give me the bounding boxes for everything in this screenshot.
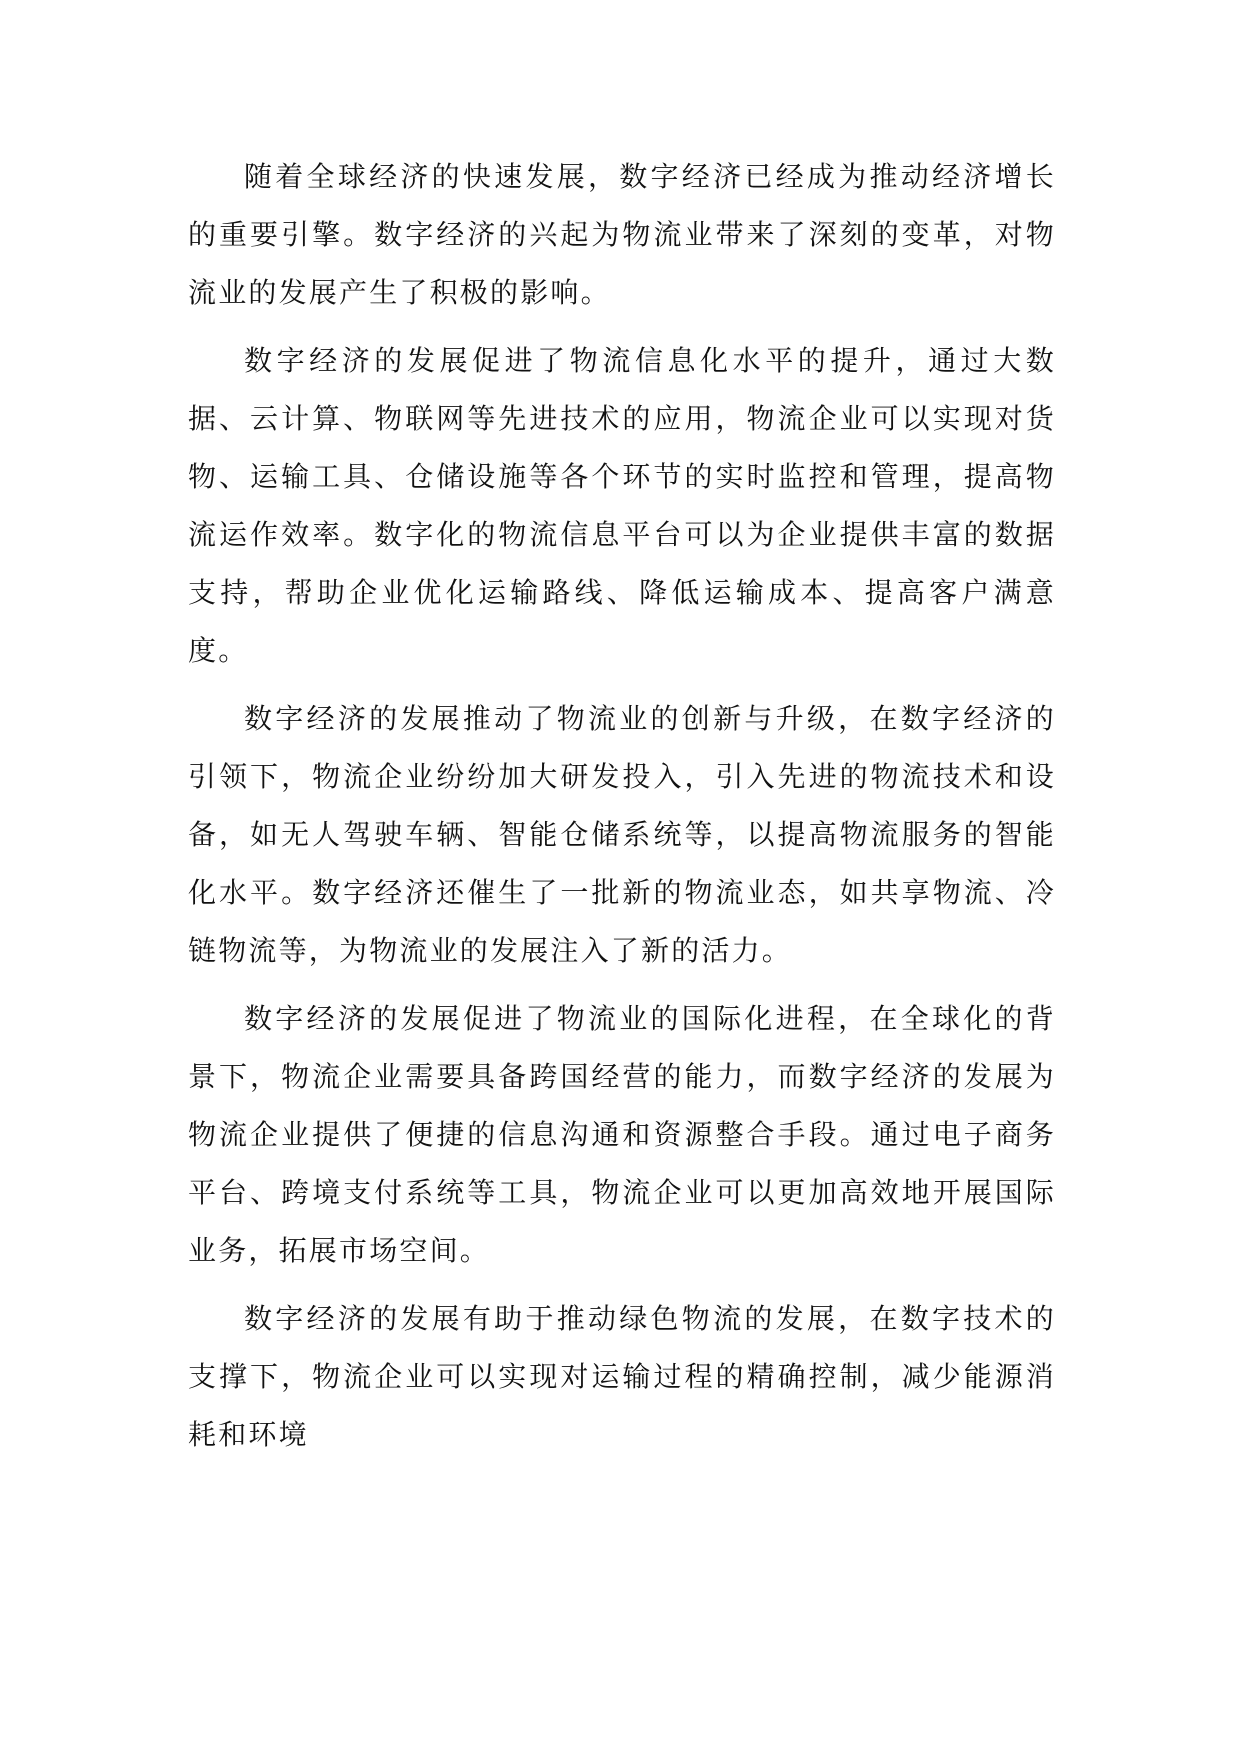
paragraph-3: 数字经济的发展推动了物流业的创新与升级，在数字经济的引领下，物流企业纷纷加大研发投入，引入先进的物流技术和设备，如无人驾驶车辆、智能仓储系统等，以提高物流服务的智能化水平。数字经济还催生了一批新的物流业态，如共享物流、冷链物流等，为物流业的发展注入了新的活力。 bbox=[188, 702, 1056, 967]
paragraph-1: 随着全球经济的快速发展，数字经济已经成为推动经济增长的重要引擎。数字经济的兴起为物流业带来了深刻的变革，对物流业的发展产生了积极的影响。 bbox=[188, 160, 1056, 309]
paragraph-5: 数字经济的发展有助于推动绿色物流的发展，在数字技术的支撑下，物流企业可以实现对运输过程的精确控制，减少能源消耗和环境 bbox=[188, 1302, 1056, 1451]
document-body bbox=[188, 148, 1056, 1464]
paragraph-4: 数字经济的发展促进了物流业的国际化进程，在全球化的背景下，物流企业需要具备跨国经营的能力，而数字经济的发展为物流企业提供了便捷的信息沟通和资源整合手段。通过电子商务平台、跨境支付系统等工具，物流企业可以更加高效地开展国际业务，拓展市场空间。 bbox=[188, 1002, 1056, 1267]
paragraph-2: 数字经济的发展促进了物流信息化水平的提升，通过大数据、云计算、物联网等先进技术的应用，物流企业可以实现对货物、运输工具、仓储设施等各个环节的实时监控和管理，提高物流运作效率。数字化的物流信息平台可以为企业提供丰富的数据支持，帮助企业优化运输路线、降低运输成本、提高客户满意度。 bbox=[188, 344, 1056, 667]
